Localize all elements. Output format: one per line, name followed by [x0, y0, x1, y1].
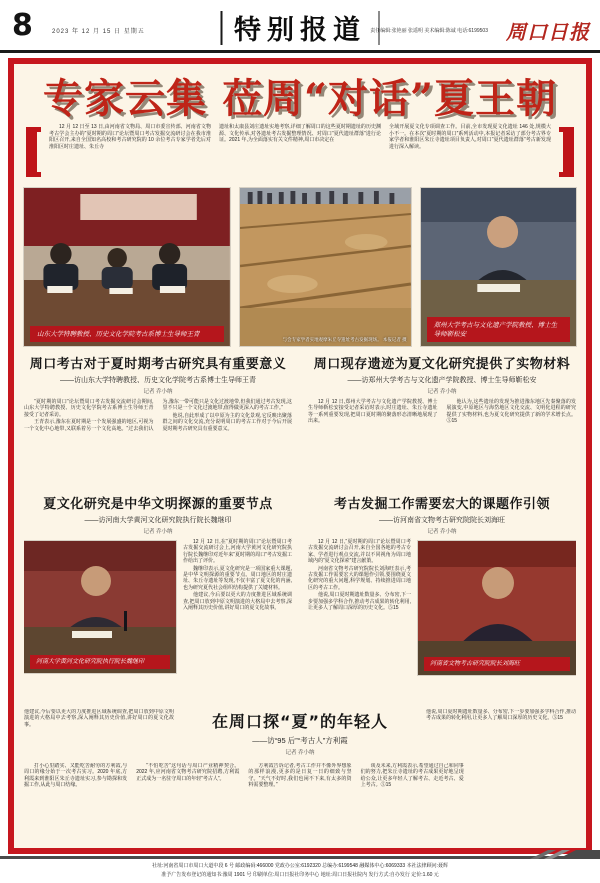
left-bracket-decoration — [26, 127, 41, 177]
excavation-photo-caption: 与会专家学者实地观摩朱丘寺遗址考古发掘现场。 本报记者 摄 — [282, 337, 407, 342]
excavation-photo — [240, 188, 411, 346]
article-body — [308, 399, 576, 426]
page-number: 8 — [12, 8, 33, 43]
special-report-frame — [8, 58, 592, 854]
article-wangqing — [24, 353, 292, 487]
professor-photo — [421, 188, 576, 346]
article-weijiyin — [24, 493, 292, 705]
article-title: 考古发掘工作需要宏大的课题作引领 — [333, 497, 550, 512]
paragraph: 他说,自此形成了以中原为主的文化景观,它反映出聚落群之间的文化交流,充分说明周口的考古工作对于今后开展夏时期考古研究具有重要意义。 — [162, 412, 292, 432]
article-subtitle: ——访郑州大学考古与文化遗产学院教授、博士生导师靳松安 — [347, 377, 537, 384]
section-title-wrap — [221, 8, 380, 47]
excavation-photo-art — [240, 188, 411, 346]
paragraph: “夏时期的周口”论坛暨周口考古发掘交流研讨会期间,山东大学特聘教授、历史文化学院考古系博士生导师王青接受了记者采访。 — [24, 399, 154, 418]
date-line: 2023 年 12 月 15 日 星期五 — [52, 29, 145, 35]
header-rule — [0, 50, 600, 53]
intro-column-2: 遗址和太康县刘庄遗址实地考察,详细了解周口的这些夏时期遗址的历史渊源、文化传承,对各遗址考古发掘整理情况、对周口“夏代遗址群落”进行论证。2021 年,为全面落实有关文件精神,周口市决定在 — [219, 124, 381, 144]
article-jinsongan — [308, 353, 576, 487]
article-fanglixia-body — [24, 763, 576, 854]
intro-column-3: 全域开展夏文化专项调查工作。目前,全市发现夏文化遗址 146 处,规模大小不一。在本次“夏时期的周口”系列活动中,本报记者采访了部分考古界专家学者和淮阳区朱丘寺遗址项目负责人,对周口“夏代遗址群落”考古新发现进行深入解读。 — [389, 124, 551, 150]
section-title: 特别报道 — [234, 15, 366, 46]
director-photo-art — [418, 541, 576, 675]
page-header — [0, 0, 600, 52]
article-title: 周口考古对于夏时期考古研究具有重要意义 — [29, 357, 287, 372]
professor-photo-caption: 郑州大学考古与文化遗产学院教授、博士生导师靳松安 — [427, 317, 570, 342]
article-liuhaiwang — [308, 493, 576, 705]
bottom-feature-header-row — [24, 709, 576, 759]
intro-block — [24, 124, 576, 184]
article-byline: 记者 乔小纳 — [285, 750, 315, 756]
article-body — [308, 539, 576, 667]
left-continuation-text: 他建议,今后要以更大的力度推进区域系统调查,把周口放到中原文明演进的大格局中去考察,深入阐释其历史价值,讲好周口的夏文化故事。 — [24, 709, 174, 728]
paragraph: 魏继印表示,夏文化研究是一项国家重大课题,是中华文明探源的重要节点。周口地区的时庄遗址、朱丘寺遗址等发现,不仅丰富了夏文化的内涵,也为研究夏代社会组织结构提供了关键材料。 — [183, 565, 292, 591]
article-byline: 记者 乔小纳 — [143, 389, 173, 395]
page-footer — [0, 856, 600, 883]
paragraph: “不怕吃苦”这句话与周口产业精神契合。2022 年,应河南省文物考古研究院招聘,方利霞正式成为一名驻守周口的年轻“考古人”。 — [136, 763, 240, 782]
paragraph: 他建议,今后要以更大的力度推进区域系统调查,把周口放到中原文明演进的大格局中去考察,深入阐释其历史价值,讲好周口的夏文化故事。 — [183, 592, 292, 612]
article-body — [24, 399, 292, 433]
dean-photo-art — [24, 541, 176, 673]
intro-column-1: 12 月 12 日至 13 日,由河南省文物局、周口市委宣传部、河南省文物考古学会主办的“夏时期的周口”论坛暨周口考古发掘交流研讨会在我市淮阳区召开,来自全国知名高校和考古研究院的 10 余位考古专家学者先后对淮阳区时庄遗址、朱丘寺 — [49, 124, 211, 150]
footer-stripe-decoration — [530, 850, 600, 859]
meeting-photo-caption: 山东大学特聘教授、历史文化学院考古系博士生导师王青 — [30, 326, 224, 343]
article-subtitle: ——访“95 后”“考古人”方利霞 — [252, 736, 348, 745]
right-continuation-text: 他说,周口夏时期遗址数量多、分布密,下一步要加强多学科合作,推动考古成果的转化利用,让更多人了解周口深厚的历史文化。⑤15 — [426, 709, 576, 722]
paragraph: 王青表示,豫东在夏时期是一个发展强盛的地区,可视为一个文化中心地带,又联系着另一个文化高地。“过去我们认为,豫东一带可能只是文化过渡地带,但我们通过考古发现,这里不只是一个文化过渡地带,值得做更深入的考古工作。” — [24, 399, 292, 432]
newspaper-masthead: 周口日报 — [506, 20, 590, 44]
director-photo — [418, 541, 576, 675]
paragraph: 他说,周口夏时期遗址数量多、分布密,下一步要加强多学科合作,推动考古成果的转化利用,让更多人了解周口深厚的历史文化。⑤15 — [308, 592, 411, 612]
main-headline: 专家云集 莅周“对话”夏王朝 — [43, 74, 557, 122]
banner — [24, 68, 576, 122]
paragraph: 12 月 12 日,郑州大学考古与文化遗产学院教授、博士生导师靳松安接受记者采访时表示,时庄遗址、朱丘寺遗址等一系列重要发现,把周口夏时期的聚落形态清晰地展现了出来。 — [308, 399, 438, 425]
article-byline: 记者 乔小纳 — [427, 529, 457, 535]
photo-row — [24, 188, 576, 346]
article-row-2 — [24, 493, 576, 705]
meeting-photo-art — [24, 188, 230, 346]
article-subtitle: ——访河南省文物考古研究院院长刘海旺 — [379, 517, 505, 524]
article-byline: 记者 乔小纳 — [427, 389, 457, 395]
paragraph: 方利霞告诉记者,考古工作并不像外界想象的那样浪漫,更多的是日复一日的细致与坚守。“天气不好时,我们也闲不下来,有太多的资料需要整理。” — [248, 763, 352, 789]
paragraph: 他认为,这些遗址的发现为推进豫东地区先秦聚落的发展演变,中原地区与海岱地区文化交流、文明化进程的研究提供了实物材料,也为夏文化研究提供了新的学术增长点。⑤15 — [446, 399, 576, 425]
article-row-1 — [24, 353, 576, 487]
paragraph: 打小心里踏实、又能吃苦耐劳的方利霞,与周口的缘分始于一次考古实习。2020 年底,方利霞来到淮阳区朱丘寺遗址实习,参与勘探和发掘工作,从此与周口结缘。 — [24, 763, 128, 789]
article-subtitle: ——访山东大学特聘教授、历史文化学院考古系博士生导师王青 — [60, 377, 256, 384]
right-bracket-decoration — [559, 127, 574, 177]
paragraph: 12 月 12 日,在“夏时期的周口”论坛暨周口考古发掘交流研讨会上,河南大学黄河文化研究院执行院长魏继印对近年来“夏时期的周口”考古发掘工作给出了评价。 — [183, 539, 292, 565]
article-fanglixia-header — [184, 709, 416, 759]
director-photo-caption: 河南省文物考古研究院院长刘海旺 — [424, 657, 570, 671]
article-title: 周口现存遗迹为夏文化研究提供了实物材料 — [313, 357, 571, 372]
article-title: 夏文化研究是中华文明探源的重要节点 — [43, 497, 273, 512]
paragraph: 谈及未来,方利霞表示,希望通过自己和同事们的努力,把朱丘寺遗址的考古成果更好地呈现给公众,让更多年轻人了解考古、走近考古、爱上考古。⑤15 — [360, 763, 464, 789]
divider-bar-left — [221, 11, 223, 45]
meeting-photo — [24, 188, 230, 346]
editors-line: 责任编辑:张艳丽 张遥明 美术编辑:陈诚 电话:6199503 — [370, 28, 488, 34]
paragraph: 12 月 12 日,“夏时期的周口”论坛暨周口考古发掘交流研讨会召开,来自全国各地的考古专家、学者进行观点交流,并以不同视角为周口地域内的“夏文化探索”建言献策。 — [308, 539, 411, 565]
footer-line-1: 社址:河南省周口市周口大道中段 6 号 邮政编码:466000 党政办公室:6192320 总编办:6199548 融媒体中心:6069333 本社法律顾问:聂辉 — [152, 863, 448, 869]
dean-photo — [24, 541, 176, 673]
footer-line-2: 准予广告发布登记的通知书:豫周 1901 号 印刷单位:周口日报社印务中心 地址:周口日报社院内 发行方式:自办发行 定价:1.60 元 — [161, 872, 439, 878]
paragraph: 河南省文物考古研究院院长刘海旺表示,考古发掘工作需要宏大的课题作引领,要围绕夏文化研究的重大问题,科学规划、持续推进周口地区的考古工作。 — [308, 565, 411, 591]
article-body — [24, 539, 292, 665]
dean-photo-caption: 河南大学黄河文化研究院执行院长魏继印 — [30, 655, 170, 669]
article-byline: 记者 乔小纳 — [143, 529, 173, 535]
article-title: 在周口探“夏”的年轻人 — [211, 712, 389, 731]
article-subtitle: ——访河南大学黄河文化研究院执行院长魏继印 — [84, 517, 232, 524]
